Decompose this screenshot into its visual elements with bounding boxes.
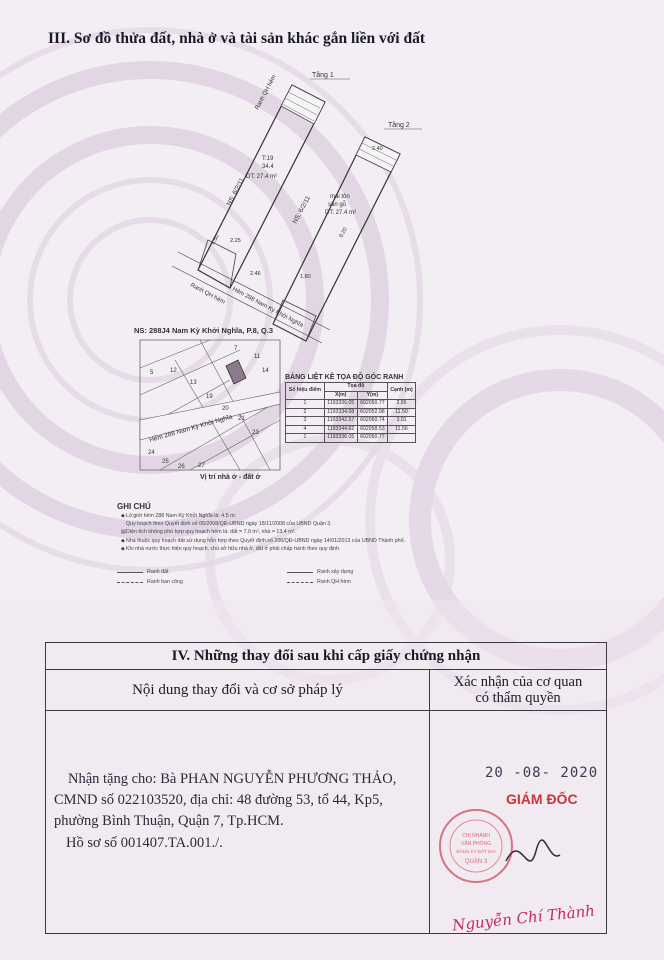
svg-text:23: 23 <box>252 430 259 436</box>
note-line: ◆Khi nhà nước thực hiện quy hoạch, chủ sở hữu nhà ở, đất ở phải chấp hành theo quy định. <box>121 545 341 552</box>
svg-text:VĂN PHÒNG: VĂN PHÒNG <box>460 841 492 847</box>
director-title: GIÁM ĐỐC <box>506 791 578 807</box>
balcony-boundary-line-icon <box>117 582 143 583</box>
table-row: 3 1193342.57 602060.74 3.01 <box>286 417 416 426</box>
changes-section <box>45 642 607 934</box>
note-line: ▤Diện tích không phù hợp quy hoạch hẻm là: đất = 7.0 m², nhà = 13.4 m². <box>121 529 296 536</box>
table-row: 4 1193344.62 602058.53 11.56 <box>286 425 416 434</box>
official-seal-icon <box>436 801 566 891</box>
note-line: ◆Nhà thuộc quy hoạch đất sử dụng hỗn hợp theo Quyết định số 206/QĐ-UBND ngày 14/01/2013 của UBND Thành phố. <box>121 537 406 544</box>
section-3-title: III. Sơ đồ thửa đất, nhà ở và tài sản khác gắn liền với đất <box>48 30 426 47</box>
coordinate-table <box>285 382 416 443</box>
table-row: 2 1193334.08 602052.98 11.50 <box>286 408 416 417</box>
legend-item: Ranh ban công <box>147 579 183 585</box>
ns-label-1: NS: 6/2/11 <box>225 176 246 207</box>
change-content-cell <box>46 711 430 933</box>
change-content-text: Nhận tặng cho: Bà PHAN NGUYỄN PHƯƠNG THẢO, CMND số 022103520, địa chỉ: 48 đường 53, tổ 44, Kp5, phường Bình Thuận, Quận 7, Tp.HCM. <box>54 771 397 829</box>
coordinate-table-block <box>285 374 415 443</box>
svg-text:19: 19 <box>206 394 213 400</box>
bullet-icon: ◆ <box>121 537 125 544</box>
notes-title: GHI CHÚ <box>117 502 151 511</box>
bullet-icon: ◆ <box>121 513 125 519</box>
svg-text:2.40: 2.40 <box>372 146 383 152</box>
table-row: 1 1193336.05 602050.77 <box>286 434 416 443</box>
location-map <box>140 340 280 470</box>
legend-item: Ranh xây dựng <box>317 569 354 575</box>
svg-text:4.50: 4.50 <box>210 233 221 246</box>
confirmation-cell <box>430 711 606 933</box>
signer-name: Nguyễn Chí Thành <box>451 901 596 935</box>
legend-item: Ranh đất <box>147 569 169 575</box>
svg-text:9.20: 9.20 <box>338 226 349 239</box>
svg-text:24: 24 <box>148 450 155 456</box>
alley-plan-boundary-line-icon <box>287 582 313 583</box>
file-number: Hồ sơ số 001407.TA.001./. <box>66 835 223 851</box>
svg-text:2.25: 2.25 <box>230 238 241 244</box>
svg-text:1.80: 1.80 <box>300 274 311 280</box>
svg-text:12: 12 <box>170 368 177 374</box>
floor-1-dimension: T:19 <box>262 156 274 162</box>
street-label-plan: Hẻm 288 Nam Kỳ Khởi Nghĩa <box>231 286 304 330</box>
svg-text:QUẬN 3: QUẬN 3 <box>464 859 488 865</box>
svg-text:20: 20 <box>222 406 229 412</box>
svg-text:ĐĂNG KÝ ĐẤT ĐAI: ĐĂNG KÝ ĐẤT ĐAI <box>456 849 496 854</box>
date-stamp: 20 -08- 2020 <box>485 765 599 781</box>
content-column-header: Nội dung thay đổi và cơ sở pháp lý <box>46 670 430 710</box>
col-header-point: Số hiệu điểm <box>286 383 325 400</box>
svg-text:sàn gỗ: sàn gỗ <box>328 202 347 208</box>
svg-text:2.46: 2.46 <box>250 271 261 277</box>
col-header-y: Y(m) <box>357 391 387 400</box>
floor-2-label: Tầng 2 <box>388 122 410 129</box>
floor-1-label: Tầng 1 <box>312 72 334 79</box>
svg-text:27: 27 <box>198 463 205 469</box>
svg-text:14: 14 <box>262 368 269 374</box>
svg-text:13: 13 <box>190 380 197 386</box>
ns-label-2: NS: 6/2/11 <box>291 194 312 225</box>
svg-text:34.4: 34.4 <box>262 164 274 170</box>
svg-text:5: 5 <box>150 370 154 376</box>
col-header-coords: Tọa độ <box>324 383 387 392</box>
table-row: 1 1193336.05 602050.77 2.96 <box>286 400 416 409</box>
col-header-x: X(m) <box>324 391 357 400</box>
hatched-box-icon: ▤ <box>121 529 126 536</box>
parcel-boundary-line-icon <box>117 572 143 573</box>
svg-text:26: 26 <box>178 464 185 470</box>
location-caption: NS: 288J4 Nam Kỳ Khởi Nghĩa, P.8, Q.3 <box>134 326 273 335</box>
roof-note: mái tôn <box>330 194 350 200</box>
floor-1-area: DT: 27.4 m² <box>246 174 278 180</box>
bullet-icon: ◆ <box>121 545 125 552</box>
note-line: ◆Lộ giới hẻm 288 Nam Kỳ Khởi Nghĩa là: 4.5 m; <box>121 513 236 519</box>
svg-text:CHI NHÁNH: CHI NHÁNH <box>462 833 490 839</box>
section-4-title: IV. Những thay đổi sau khi cấp giấy chứng nhận <box>46 643 606 670</box>
col-header-edge: Cạnh (m) <box>387 383 415 400</box>
location-sub-caption: Vị trí nhà ở - đất ở <box>200 474 261 481</box>
coordinate-table-title: BẢNG LIỆT KÊ TỌA ĐỘ GÓC RANH <box>285 374 404 381</box>
notes-block <box>117 502 577 553</box>
svg-text:7: 7 <box>234 346 238 352</box>
note-line: Quy hoạch theo Quyết định số 05/2008/QĐ-UBND ngày 18/11/2008 của UBND Quận 3. <box>126 521 332 528</box>
svg-text:11: 11 <box>254 354 261 360</box>
boundary-label-1: Ranh QH hẻm <box>254 74 278 111</box>
legend <box>117 567 477 587</box>
svg-text:25: 25 <box>162 459 169 465</box>
svg-text:21: 21 <box>238 416 245 422</box>
location-street: Hẻm 288 Nam Kỳ Khởi Nghĩa <box>148 413 234 444</box>
floor-2-area: DT: 27.4 m² <box>325 210 357 216</box>
boundary-label-2: Ranh QH hẻm <box>189 282 226 306</box>
legend-item: Ranh QH hẻm <box>317 579 351 585</box>
building-boundary-line-icon <box>287 572 313 573</box>
confirmation-column-header: Xác nhận của cơ quan có thẩm quyền <box>453 674 583 706</box>
